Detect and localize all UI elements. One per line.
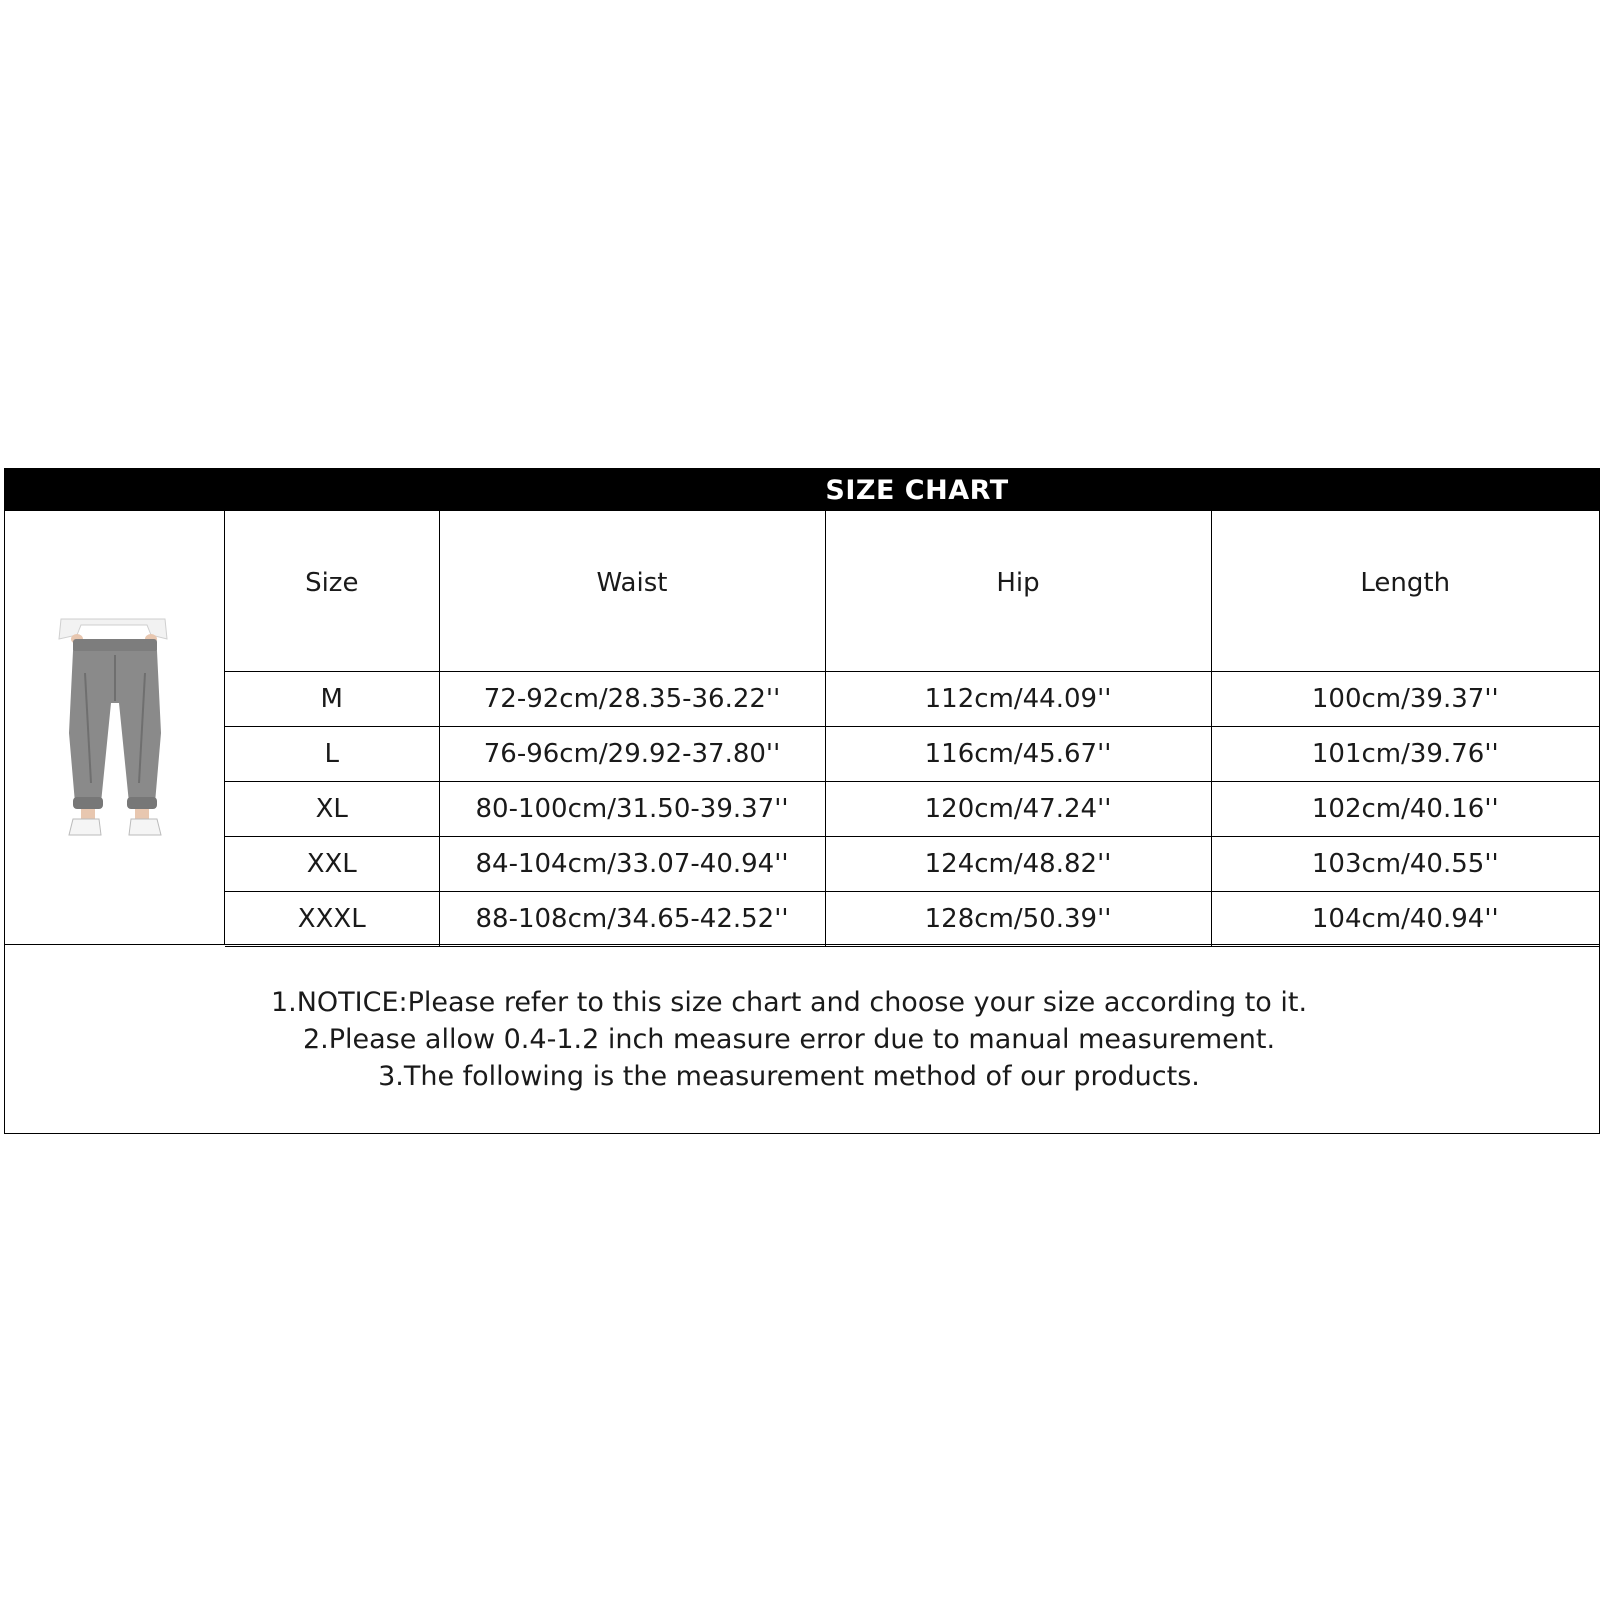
size-cell: M [225, 672, 439, 727]
length-cell: 101cm/39.76'' [1211, 727, 1599, 782]
waist-cell: 76-96cm/29.92-37.80'' [439, 727, 825, 782]
waist-cell: 84-104cm/33.07-40.94'' [439, 837, 825, 892]
length-cell: 100cm/39.37'' [1211, 672, 1599, 727]
size-chart-title: SIZE CHART [5, 469, 1599, 511]
hip-cell: 124cm/48.82'' [825, 837, 1211, 892]
header-size: Size [225, 511, 439, 672]
waist-cell: 72-92cm/28.35-36.22'' [439, 672, 825, 727]
table-row [225, 727, 1599, 782]
size-cell: XXL [225, 837, 439, 892]
header-waist: Waist [439, 511, 825, 672]
table-row [225, 892, 1599, 947]
note-line: 1.NOTICE:Please refer to this size chart and choose your size according to it. [270, 986, 1308, 1018]
size-table [225, 511, 1599, 947]
waist-cell: 80-100cm/31.50-39.37'' [439, 782, 825, 837]
length-cell: 104cm/40.94'' [1211, 892, 1599, 947]
size-cell: XL [225, 782, 439, 837]
notes-section [5, 944, 1599, 1133]
size-cell: XXXL [225, 892, 439, 947]
length-cell: 102cm/40.16'' [1211, 782, 1599, 837]
size-cell: L [225, 727, 439, 782]
hip-cell: 116cm/45.67'' [825, 727, 1211, 782]
sweatpants-icon [55, 613, 175, 843]
table-row [225, 837, 1599, 892]
header-hip: Hip [825, 511, 1211, 672]
table-row [225, 782, 1599, 837]
note-line: 2.Please allow 0.4-1.2 inch measure error due to manual measurement. [302, 1023, 1276, 1055]
hip-cell: 120cm/47.24'' [825, 782, 1211, 837]
length-cell: 103cm/40.55'' [1211, 837, 1599, 892]
note-line: 3.The following is the measurement method of our products. [378, 1060, 1200, 1092]
product-image-cell [5, 511, 225, 944]
hip-cell: 112cm/44.09'' [825, 672, 1211, 727]
table-header-row [225, 511, 1599, 672]
size-chart [4, 468, 1600, 1134]
header-length: Length [1211, 511, 1599, 672]
hip-cell: 128cm/50.39'' [825, 892, 1211, 947]
waist-cell: 88-108cm/34.65-42.52'' [439, 892, 825, 947]
table-row [225, 672, 1599, 727]
